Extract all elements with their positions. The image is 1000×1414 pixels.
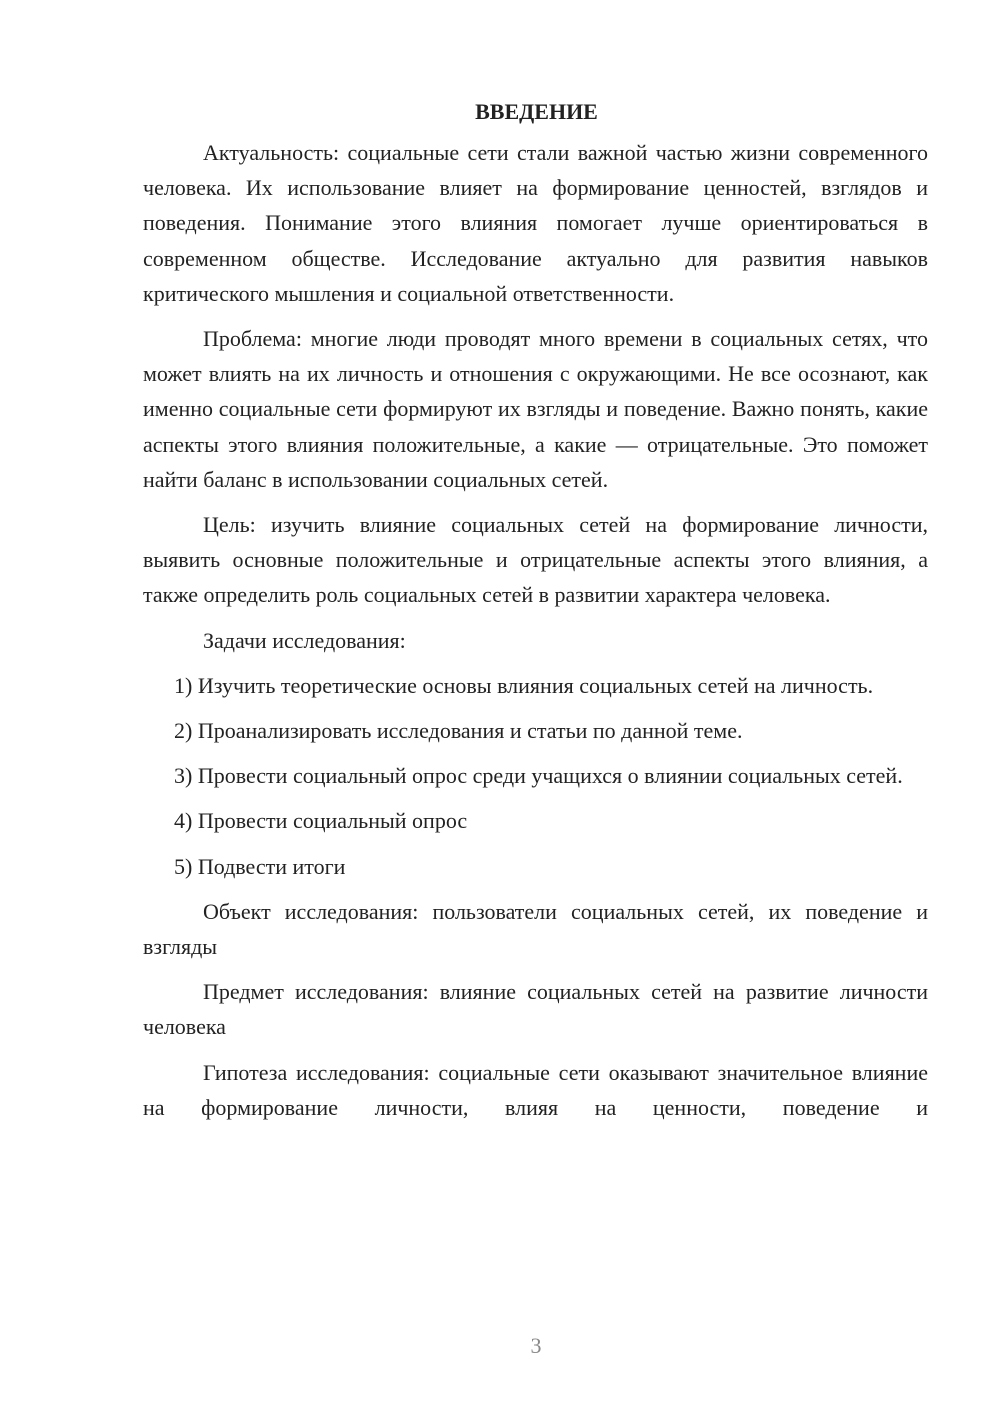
paragraph-subject: Предмет исследования: влияние социальных сетей на развитие личности человека: [143, 979, 928, 1040]
paragraph-tasks-heading: Задачи исследования:: [203, 627, 406, 653]
task-item-3: 3) Провести социальный опрос среди учащихся о влиянии социальных сетей.: [174, 763, 903, 789]
page-number: 3: [530, 1333, 542, 1358]
task-item-2: 2) Проанализировать исследования и статьи по данной теме.: [174, 718, 743, 744]
paragraph-problem: Проблема: многие люди проводят много времени в социальных сетях, что может влиять на их личность и отношения с окружающими. Не все осознают, как именно социальные сети формируют их взгляды и поведение. Важно понять, какие аспекты этого влияния положительные, а какие — отрицательные. Это поможет найти баланс в использовании социальных сетей.: [143, 326, 928, 492]
task-item-5: 5) Подвести итоги: [174, 853, 346, 879]
paragraph-object: Объект исследования: пользователи социальных сетей, их поведение и взгляды: [143, 898, 928, 960]
task-item-4: 4) Провести социальный опрос: [174, 808, 468, 834]
paragraph-goal: Цель: изучить влияние социальных сетей на формирование личности, выявить основные положительные и отрицательные аспекты этого влияния, а также определить роль социальных сетей в развитии характера человека.: [143, 512, 928, 608]
page-content: [143, 94, 928, 1135]
section-title: ВВЕДЕНИЕ: [475, 99, 598, 124]
task-item-1: 1) Изучить теоретические основы влияния социальных сетей на личность.: [174, 672, 874, 698]
paragraph-hypothesis: Гипотеза исследования: социальные сети оказывают значительное влияние на формирование личности, влияя на ценности, поведение и: [143, 1059, 928, 1120]
paragraph-relevance: Актуальность: социальные сети стали важной частью жизни современного человека. Их использование влияет на формирование ценностей, взглядов и поведения. Понимание этого влияния помогает лучше ориентироваться в современном обществе. Исследование актуально для развития навыков критического мышления и социальной ответственности.: [143, 140, 928, 306]
